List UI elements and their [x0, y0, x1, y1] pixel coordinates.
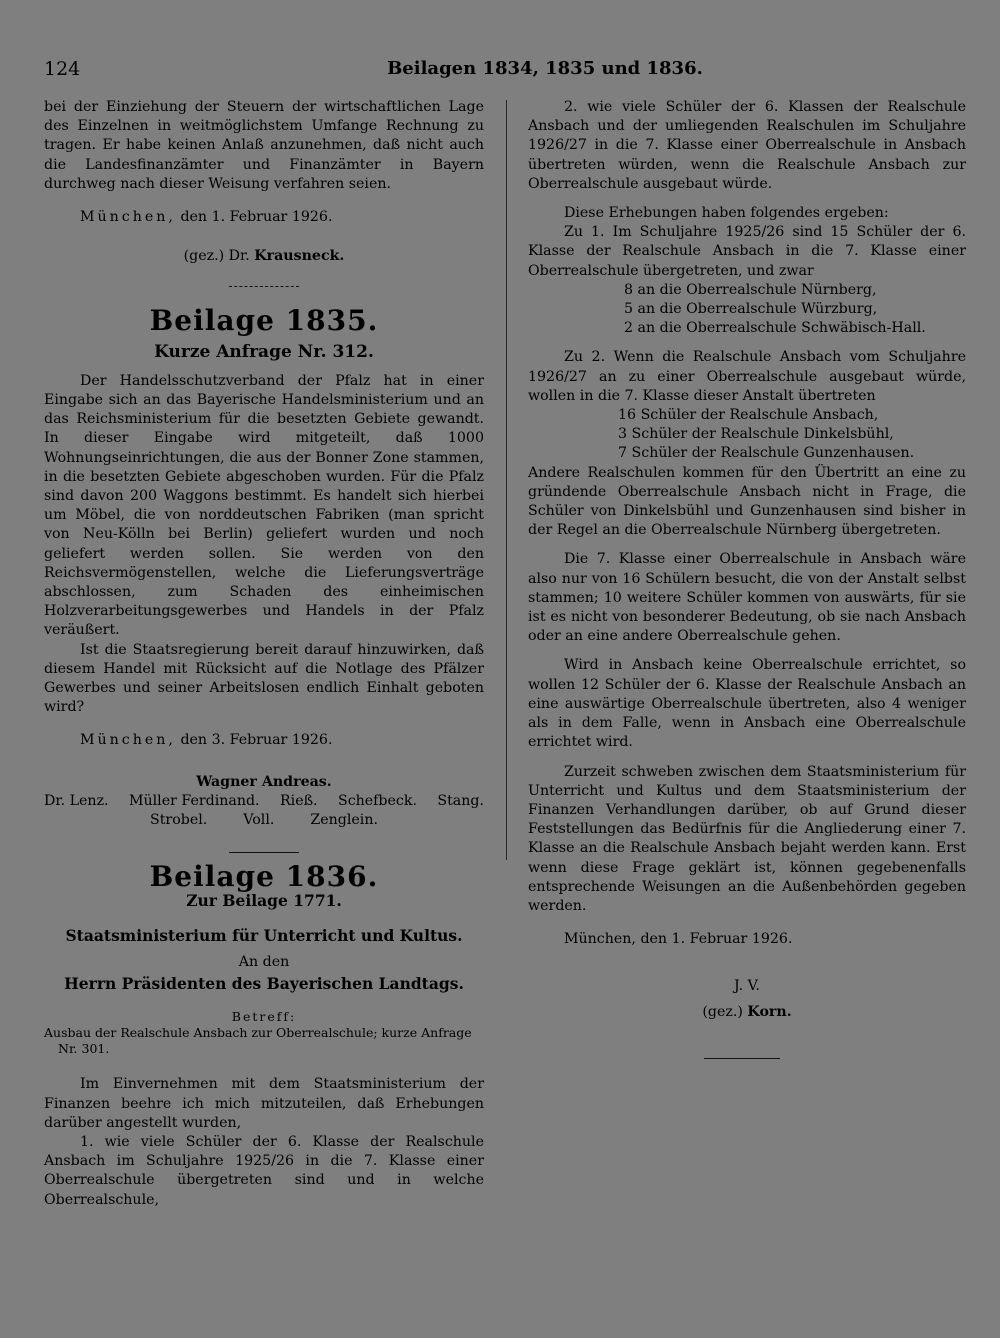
- letter-paragraph: Im Einvernehmen mit dem Staatsministerium der Finanzen beehre ich mich mitzuteilen, daß Erhebungen darüber angestellt wurden,: [44, 1076, 484, 1131]
- paragraph: Die 7. Klasse einer Oberrealschule in Ansbach wäre also nur von 16 Schülern besucht, die von der Anstalt selbst stammen; 10 weitere Schüler kommen von auswärts, für sie ist es nicht von besonderer Bedeutung, ob sie nach Ansbach oder an eine andere Oberrealschule gehen.: [528, 551, 966, 645]
- signatory: Dr. Lenz.: [44, 792, 109, 809]
- signatory: Zenglein.: [310, 812, 378, 829]
- signature-prefix: (gez.) Dr.: [183, 248, 250, 265]
- result-2-list: [528, 406, 966, 464]
- right-column: [528, 98, 966, 1059]
- signatory: Rieß.: [279, 792, 318, 809]
- signature: [528, 1003, 966, 1022]
- list-item: 16 Schüler der Realschule Ansbach,: [618, 407, 879, 424]
- beilage-reference: Zur Beilage 1771.: [186, 890, 342, 910]
- betreff-label: Betreff:: [231, 1009, 297, 1025]
- signatory: Stang.: [437, 792, 484, 809]
- paragraph: Zurzeit schweben zwischen dem Staatsministerium für Unterricht und Kultus und dem Staatsministerium der Finanzen Verhandlungen darüber, ob auf Grund dieser Feststellungen das Bedürfnis für die Angliederung einer 7. Klasse an die Realschule Ansbach bejaht werden kann. Erst wenn diese Frage geklärt ist, können gegebenenfalls entsprechende Weisungen an die Außenbehörden gegeben werden.: [528, 763, 966, 914]
- signature-name: Korn.: [747, 1003, 792, 1020]
- signature-name: Krausneck.: [254, 248, 345, 265]
- list-item: 3 Schüler der Realschule Dinkelsbühl,: [618, 426, 894, 443]
- beilage-1836-heading: Beilage 1836.: [149, 860, 379, 894]
- list-item: 5 an die Oberrealschule Würzburg,: [624, 301, 878, 318]
- left-column: [44, 98, 484, 1210]
- addressee: Herrn Präsidenten des Bayerischen Landtags.: [64, 974, 464, 994]
- ministry-heading: Staatsministerium für Unterricht und Kultus.: [65, 925, 463, 945]
- result-1-list: [528, 281, 966, 339]
- list-item: 8 an die Oberrealschule Nürnberg,: [624, 281, 877, 298]
- page-number: 124: [44, 58, 81, 80]
- date-place: München,: [80, 209, 176, 226]
- date-line: [528, 930, 966, 949]
- date-place: München,: [80, 732, 176, 749]
- section-separator: [229, 286, 299, 287]
- beilage-1835-heading: Beilage 1835.: [149, 304, 379, 338]
- results-intro: Diese Erhebungen haben folgendes ergeben:: [564, 205, 889, 222]
- signatory-main: Wagner Andreas.: [196, 773, 332, 790]
- paragraph: Wird in Ansbach keine Oberrealschule errichtet, so wollen 12 Schüler der 6. Klasse der Realschule Ansbach an eine auswärtige Oberrealschule übertreten, also 4 weniger als in dem Falle, wenn in Ansbach eine Oberrealschule errichtet wird.: [528, 657, 966, 751]
- paragraph: Andere Realschulen kommen für den Übertritt an eine zu gründende Oberrealschule Ansbach nicht in Frage, die Schüler von Dinkelsbühl und Gunzenhausen sind bisher in der Regel an die Oberrealschule Nürnberg übergetreten.: [528, 464, 966, 539]
- signatory-row: [44, 792, 484, 811]
- section-separator: [229, 852, 299, 853]
- inquiry-question: Ist die Staatsregierung bereit darauf hinzuwirken, daß diesem Handel mit Rücksicht auf die Notlage des Pfälzer Gewerbes und seiner Arbeitslosen endlich Einhalt geboten wird?: [44, 641, 484, 716]
- date-place: München,: [564, 931, 636, 948]
- result-2: Zu 2. Wenn die Realschule Ansbach vom Schuljahre 1926/27 an zu einer Oberrealschule ausgebaut würde, wollen in die 7. Klasse dieser Anstalt übertreten: [528, 349, 966, 404]
- signatory-row: [44, 811, 484, 830]
- an-den: An den: [238, 953, 290, 970]
- date-rest: den 1. Februar 1926.: [180, 209, 333, 226]
- signatory: Schefbeck.: [337, 792, 417, 809]
- date-rest: den 3. Februar 1926.: [180, 732, 333, 749]
- end-rule: [704, 1058, 780, 1059]
- column-divider: [506, 100, 507, 860]
- betreff-block: [44, 1009, 484, 1057]
- result-1: Zu 1. Im Schuljahre 1925/26 sind 15 Schüler der 6. Klasse der Realschule Ansbach in die 7. Klasse einer Oberrealschule übergetreten, und zwar: [528, 224, 966, 279]
- list-item: 2 an die Oberrealschule Schwäbisch-Hall.: [624, 320, 926, 337]
- date-line: [44, 208, 484, 227]
- iv-line: J. V.: [734, 978, 760, 995]
- letter-item-2: 2. wie viele Schüler der 6. Klassen der Realschule Ansbach und der umliegenden Realschulen im Schuljahre 1926/27 in die 7. Klasse einer Oberrealschule in Ansbach übertreten würden, wenn die Realschule Ansbach zur Oberrealschule ausgebaut würde.: [528, 99, 966, 192]
- inquiry-paragraph: Der Handelsschutzverband der Pfalz hat in einer Eingabe sich an das Bayerische Handelsministerium und an das Reichsministerium für die besetzten Gebiete gewandt. In dieser Eingabe wird mitgeteilt, daß 1000 Wohnungseinrichtungen, die aus der Bonner Zone stammen, in die besetzten Gebiete abgeschoben wurden. Für die Pfalz sind davon 200 Waggons bestimmt. Es handelt sich hierbei um Möbel, die von norddeutschen Fabriken (man spricht von Neu-Kölln bei Berlin) geliefert wurden und noch geliefert werden sollen. Sie werden von den Reichsvermögenstellen, welche die Lieferungsverträge abschlossen, zum Schaden des einheimischen Holzverarbeitungsgewerbes und Handels in der Pfalz veräußert.: [44, 372, 484, 639]
- inquiry-heading: Kurze Anfrage Nr. 312.: [154, 341, 374, 362]
- signatory: Müller Ferdinand.: [128, 792, 260, 809]
- signatory: Voll.: [243, 812, 275, 829]
- date-rest: den 1. Februar 1926.: [640, 931, 793, 948]
- signature-prefix: (gez.): [702, 1003, 743, 1020]
- letter-item-1: 1. wie viele Schüler der 6. Klasse der Realschule Ansbach im Schuljahre 1925/26 in die 7. Klasse einer Oberrealschule übergetreten sind und in welche Oberrealschule,: [44, 1133, 484, 1208]
- running-title: Beilagen 1834, 1835 und 1836.: [387, 58, 703, 79]
- date-line: [44, 731, 484, 750]
- signatory: Strobel.: [150, 812, 208, 829]
- list-item: 7 Schüler der Realschule Gunzenhausen.: [618, 445, 915, 462]
- signatories: [44, 773, 484, 831]
- continuation-paragraph: bei der Einziehung der Steuern der wirtschaftlichen Lage des Einzelnen in weitmöglichstem Umfange Rechnung zu tragen. Er habe keinen Anlaß anzunehmen, daß nicht auch die Landesfinanzämter und Finanzämter in Bayern durchweg nach dieser Weisung verfahren seien.: [44, 99, 484, 192]
- betreff-text: Ausbau der Realschule Ansbach zur Oberrealschule; kurze Anfrage Nr. 301.: [44, 1025, 472, 1057]
- signature: [44, 247, 484, 266]
